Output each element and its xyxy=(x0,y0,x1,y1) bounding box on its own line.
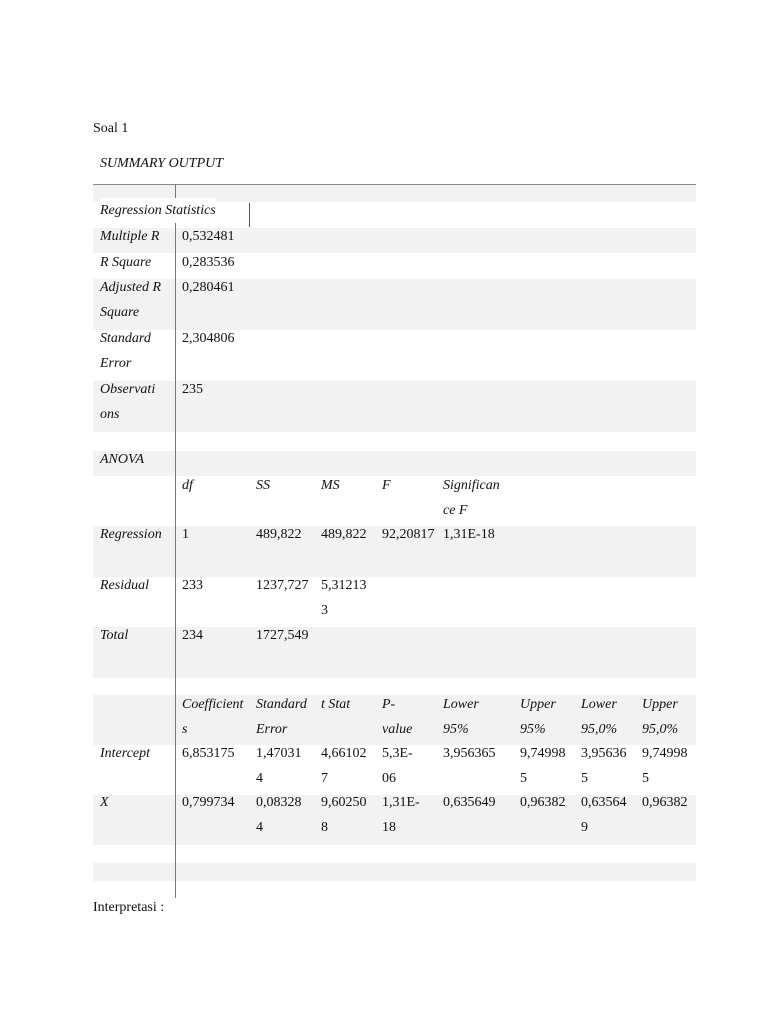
x-lower-95-0: 0,635649 xyxy=(581,795,627,835)
anova-total-ss: 1727,549 xyxy=(256,628,309,643)
anova-residual-ss: 1237,727 xyxy=(256,578,309,593)
band xyxy=(93,863,696,881)
x-standard-error: 0,083284 xyxy=(256,795,302,835)
x-coefficient: 0,799734 xyxy=(182,795,235,810)
x-p-value: 1,31E-18 xyxy=(382,795,420,835)
coef-header-lower-95-0: Lower 95,0% xyxy=(581,697,618,737)
anova-total-df: 234 xyxy=(182,628,203,643)
interpretation-label: Interpretasi : xyxy=(93,900,165,915)
intercept-coefficient: 6,853175 xyxy=(182,746,235,761)
anova-regression-f: 92,20817 xyxy=(382,527,435,542)
multiple-r-label: Multiple R xyxy=(100,229,160,244)
r-square-label: R Square xyxy=(100,255,152,270)
r-square-value: 0,283536 xyxy=(182,255,235,270)
observations-value: 235 xyxy=(182,382,203,397)
adjusted-r-square-value: 0,280461 xyxy=(182,280,235,295)
multiple-r-value: 0,532481 xyxy=(182,229,235,244)
anova-residual-ms: 5,312133 xyxy=(321,578,367,618)
regression-statistics-divider xyxy=(249,203,250,227)
anova-header-df: df xyxy=(182,478,193,493)
intercept-standard-error: 1,470314 xyxy=(256,746,302,786)
table-top-border xyxy=(93,184,696,185)
anova-header-ss: SS xyxy=(256,478,270,493)
anova-total-label: Total xyxy=(100,628,129,643)
anova-header-f: F xyxy=(382,478,391,493)
anova-header-ms: MS xyxy=(321,478,340,493)
x-upper-95: 0,96382 xyxy=(520,795,566,810)
coef-header-coefficients: Coefficients xyxy=(182,697,244,737)
intercept-upper-95-0: 9,749985 xyxy=(642,746,688,786)
coef-header-upper-95-0: Upper 95,0% xyxy=(642,697,679,737)
anova-regression-ms: 489,822 xyxy=(321,527,367,542)
coef-header-t-stat: t Stat xyxy=(321,697,351,712)
coef-header-upper-95: Upper 95% xyxy=(520,697,556,737)
x-label: X xyxy=(100,795,109,810)
intercept-lower-95-0: 3,956365 xyxy=(581,746,627,786)
table-vertical-border xyxy=(175,184,176,898)
anova-regression-label: Regression xyxy=(100,527,162,542)
coef-header-lower-95: Lower 95% xyxy=(443,697,479,737)
x-lower-95: 0,635649 xyxy=(443,795,496,810)
anova-residual-df: 233 xyxy=(182,578,203,593)
standard-error-value: 2,304806 xyxy=(182,331,235,346)
x-t-stat: 9,602508 xyxy=(321,795,367,835)
adjusted-r-square-label: Adjusted R Square xyxy=(100,280,162,320)
intercept-t-stat: 4,661027 xyxy=(321,746,367,786)
intercept-label: Intercept xyxy=(100,746,151,761)
observations-label: Observations xyxy=(100,382,156,422)
anova-regression-ss: 489,822 xyxy=(256,527,302,542)
coef-header-standard-error: Standard Error xyxy=(256,697,307,737)
coef-header-p-value: P-value xyxy=(382,697,413,737)
anova-residual-label: Residual xyxy=(100,578,149,593)
summary-title: SUMMARY OUTPUT xyxy=(100,156,224,171)
x-upper-95-0: 0,96382 xyxy=(642,795,688,810)
anova-title: ANOVA xyxy=(100,452,145,467)
anova-regression-df: 1 xyxy=(182,527,189,542)
intercept-p-value: 5,3E-06 xyxy=(382,746,413,786)
standard-error-label: Standard Error xyxy=(100,331,151,371)
regression-statistics-title: Regression Statistics xyxy=(100,198,216,223)
anova-regression-significance-f: 1,31E-18 xyxy=(443,527,495,542)
heading: Soal 1 xyxy=(93,121,129,136)
intercept-lower-95: 3,956365 xyxy=(443,746,496,761)
intercept-upper-95: 9,749985 xyxy=(520,746,566,786)
anova-header-significance-f: Significance F xyxy=(443,478,500,518)
